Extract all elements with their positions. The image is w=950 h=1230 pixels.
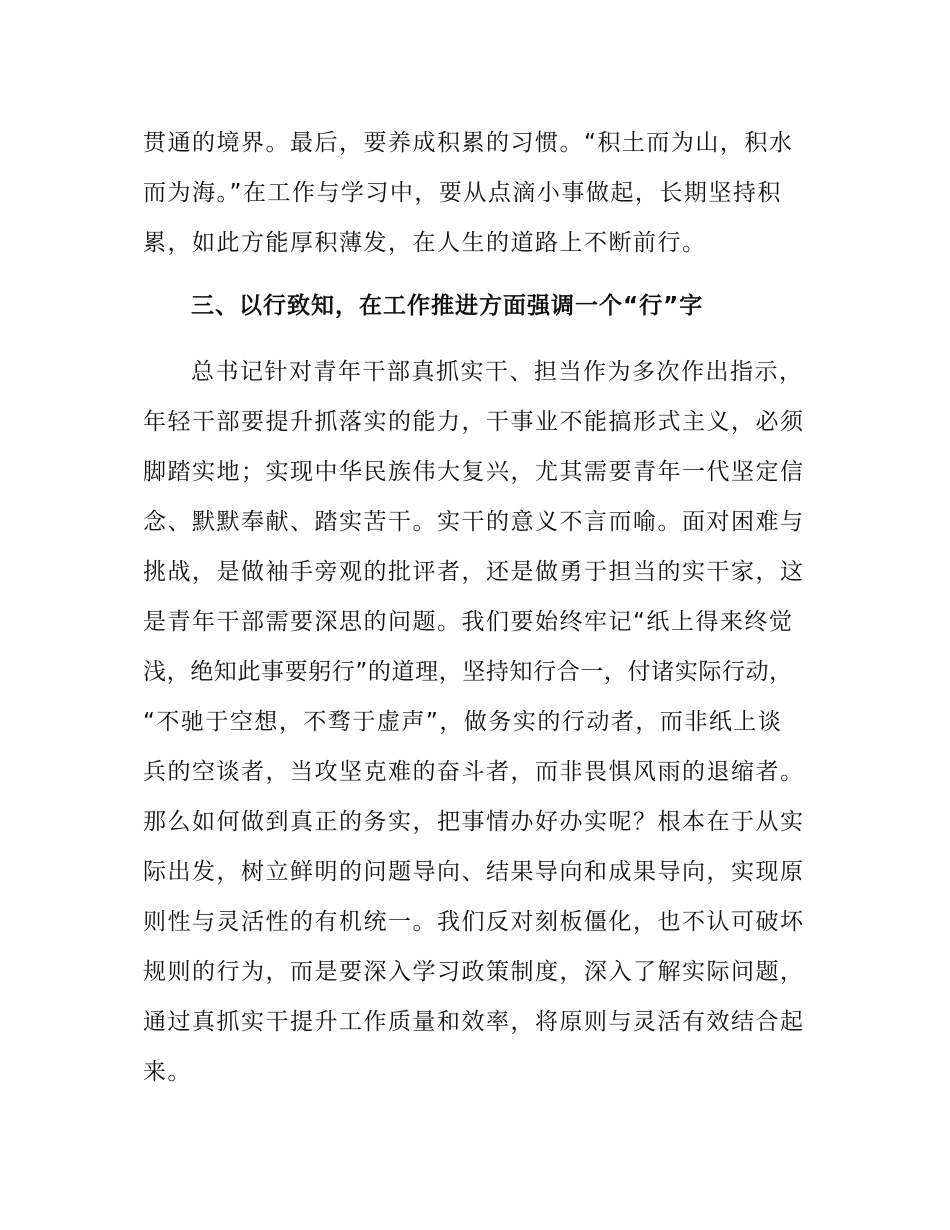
paragraph-line: 年轻干部要提升抓落实的能力，干事业不能搞形式主义，必须: [143, 409, 805, 435]
paragraph-line: 总书记针对青年干部真抓实干、担当作为多次作出指示，: [191, 359, 804, 385]
paragraph-line: 则性与灵活性的有机统一。我们反对刻板僵化，也不认可破坏: [143, 909, 805, 935]
paragraph-line: 是青年干部需要深思的问题。我们要始终牢记“纸上得来终觉: [143, 609, 794, 635]
paragraph-line: 贯通的境界。最后，要养成积累的习惯。“积土而为山，积水: [143, 130, 794, 156]
paragraph-line: 兵的空谈者，当攻坚克难的奋斗者，而非畏惧风雨的退缩者。: [143, 759, 805, 785]
paragraph-line: 浅，绝知此事要躬行”的道理，坚持知行合一，付诸实际行动，: [143, 659, 793, 685]
paragraph-line: 累，如此方能厚积薄发，在人生的道路上不断前行。: [143, 230, 707, 256]
paragraph-line: 规则的行为，而是要深入学习政策制度，深入了解实际问题，: [143, 959, 805, 985]
paragraph-line: 而为海。”在工作与学习中，要从点滴小事做起，长期坚持积: [143, 180, 782, 206]
paragraph-line: 挑战，是做袖手旁观的批评者，还是做勇于担当的实干家，这: [143, 559, 805, 585]
paragraph-line: 那么如何做到真正的务实，把事情办好办实呢？根本在于从实: [143, 809, 805, 835]
paragraph-line: “不驰于空想，不骛于虚声”，做务实的行动者，而非纸上谈: [143, 709, 783, 735]
paragraph-line: 脚踏实地；实现中华民族伟大复兴，尤其需要青年一代坚定信: [143, 459, 805, 485]
paragraph-line: 通过真抓实干提升工作质量和效率，将原则与灵活有效结合起: [143, 1009, 805, 1035]
paragraph-line: 念、默默奉献、踏实苦干。实干的意义不言而喻。面对困难与: [143, 509, 805, 535]
section-heading: 三、以行致知，在工作推进方面强调一个“行”字: [191, 293, 704, 319]
paragraph-line: 来。: [143, 1059, 192, 1085]
paragraph-line: 际出发，树立鲜明的问题导向、结果导向和成果导向，实现原: [143, 859, 805, 885]
